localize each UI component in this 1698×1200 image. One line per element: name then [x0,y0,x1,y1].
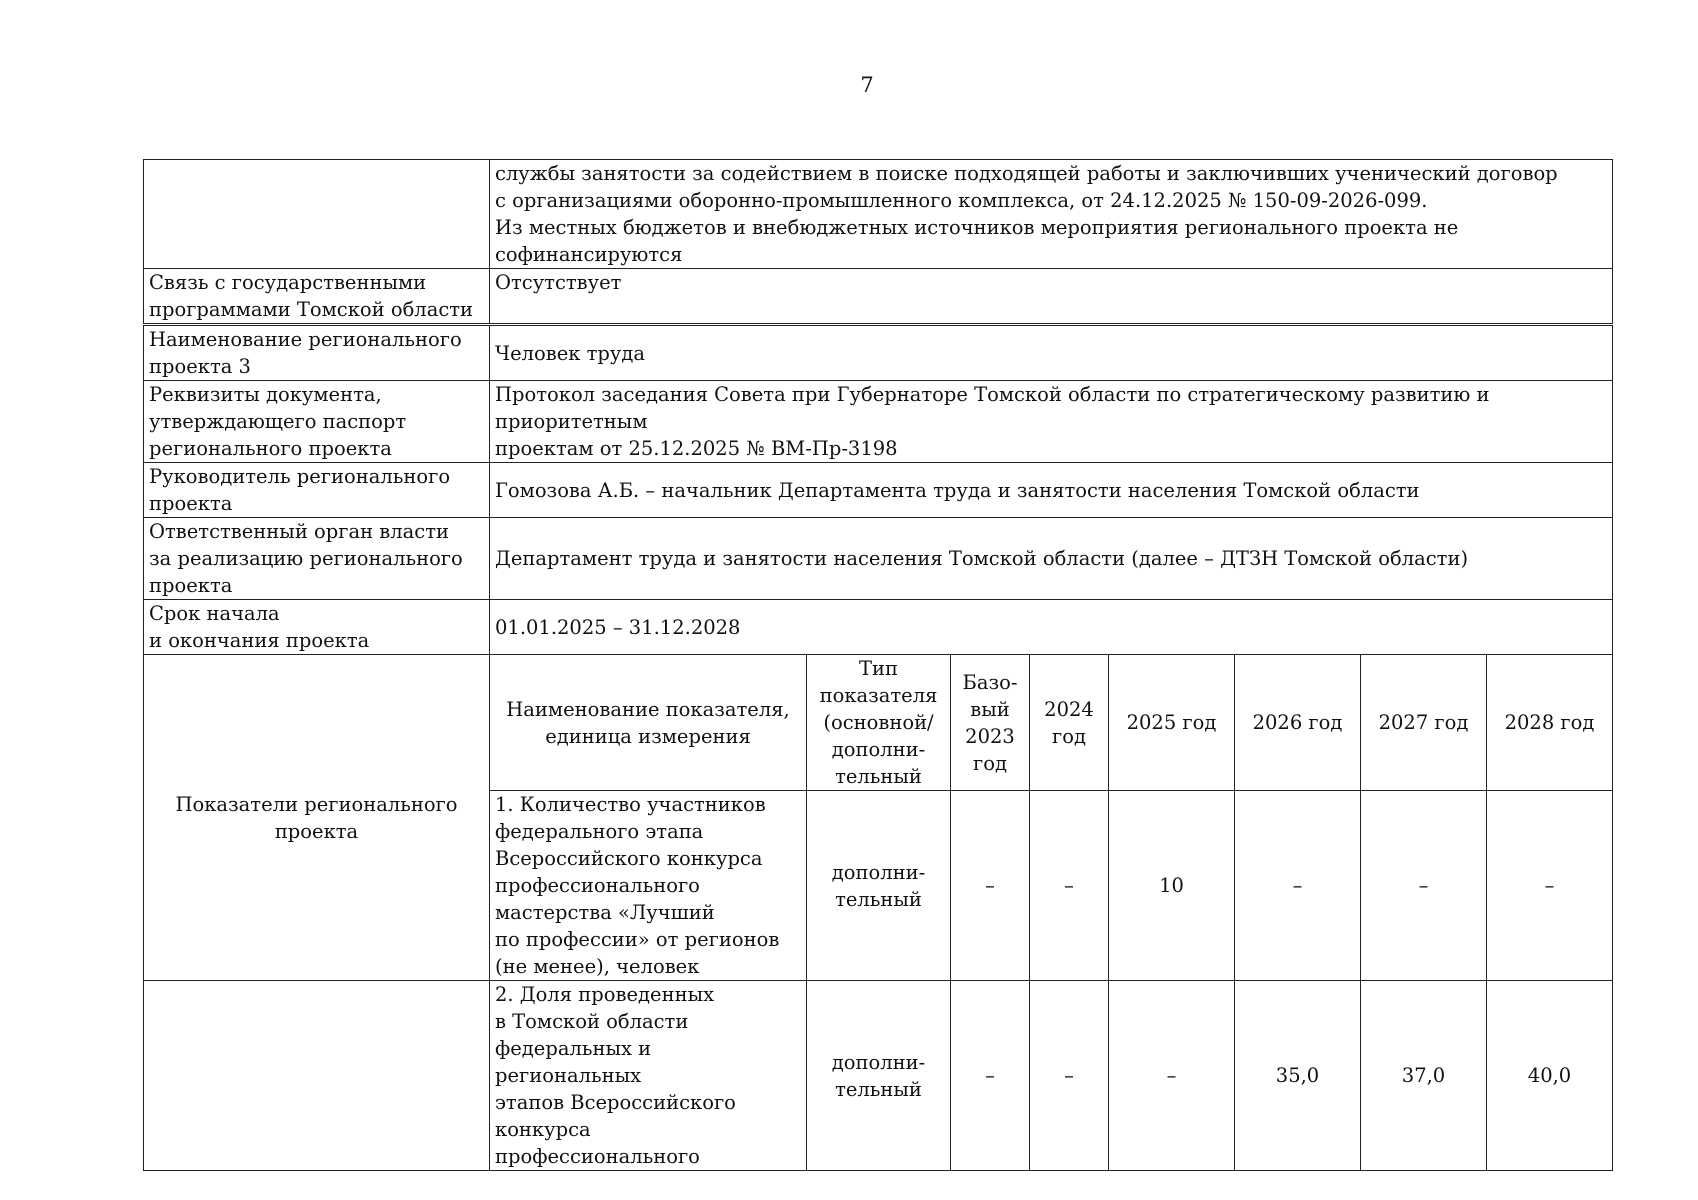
indicator-2026-value: 35,0 [1235,981,1361,1171]
header-year-2024: 2024 год [1030,655,1109,791]
indicator-name: 1. Количество участников федерального этапа Всероссийского конкурса профессионального мастерства «Лучший по профессии» от регионов (не менее), человек [490,791,807,981]
table-row [144,518,1613,600]
header-year-2026: 2026 год [1235,655,1361,791]
indicator-2028-value: 40,0 [1487,981,1613,1171]
responsible-org-value: Департамент труда и занятости населения Томской области (далее – ДТЗН Томской области) [490,518,1613,600]
document-label: Реквизиты документа, утверждающего паспорт регионального проекта [144,381,490,463]
indicators-label-continuation [144,981,490,1171]
page-number: 7 [860,73,874,97]
responsible-org-label: Ответственный орган власти за реализацию регионального проекта [144,518,490,600]
indicator-base-value: – [951,791,1030,981]
indicator-2024-value: – [1030,791,1109,981]
table-row [144,381,1613,463]
table-row [144,463,1613,518]
indicator-row [144,981,1613,1171]
header-indicator-type: Тип показателя (основной/ дополни- тельный [807,655,951,791]
indicators-label: Показатели регионального проекта [144,655,490,981]
programs-link-value: Отсутствует [490,269,1613,324]
indicators-header-row [144,655,1613,791]
term-value: 01.01.2025 – 31.12.2028 [490,600,1613,655]
indicator-2024-value: – [1030,981,1109,1171]
table-row [144,326,1613,381]
indicator-2027-value: 37,0 [1361,981,1487,1171]
header-indicator-name: Наименование показателя, единица измерения [490,655,807,791]
indicator-2028-value: – [1487,791,1613,981]
project-head-value: Гомозова А.Б. – начальник Департамента труда и занятости населения Томской области [490,463,1613,518]
continuation-table [143,159,1613,324]
indicator-type: дополни- тельный [807,791,951,981]
project-head-label: Руководитель регионального проекта [144,463,490,518]
table-row [144,600,1613,655]
programs-link-label: Связь с государственными программами Томской области [144,269,490,324]
indicator-base-value: – [951,981,1030,1171]
indicator-type: дополни- тельный [807,981,951,1171]
indicator-name: 2. Доля проведенных в Томской области федеральных и региональных этапов Всероссийского конкурса профессионального [490,981,807,1171]
project-name-label: Наименование регионального проекта 3 [144,326,490,381]
project-name-value: Человек труда [490,326,1613,381]
header-base-year: Базо- вый 2023 год [951,655,1030,791]
document-value: Протокол заседания Совета при Губернаторе Томской области по стратегическому развитию и приоритетным проектам от 25.12.2025 № ВМ-Пр-3198 [490,381,1613,463]
funding-text-cell: службы занятости за содействием в поиске подходящей работы и заключивших ученический договор с организациями оборонно-промышленного комплекса, от 24.12.2025 № 150-09-2026-099. Из местных бюджетов и внебюджетных источников мероприятия регионального проекта не софинансируются [490,160,1613,269]
table-row [144,160,1613,269]
indicator-2026-value: – [1235,791,1361,981]
project-passport-table [143,325,1613,1171]
header-year-2025: 2025 год [1109,655,1235,791]
header-year-2027: 2027 год [1361,655,1487,791]
indicator-2027-value: – [1361,791,1487,981]
header-year-2028: 2028 год [1487,655,1613,791]
term-label: Срок начала и окончания проекта [144,600,490,655]
indicator-2025-value: – [1109,981,1235,1171]
empty-label-cell [144,160,490,269]
table-row [144,269,1613,324]
indicator-2025-value: 10 [1109,791,1235,981]
